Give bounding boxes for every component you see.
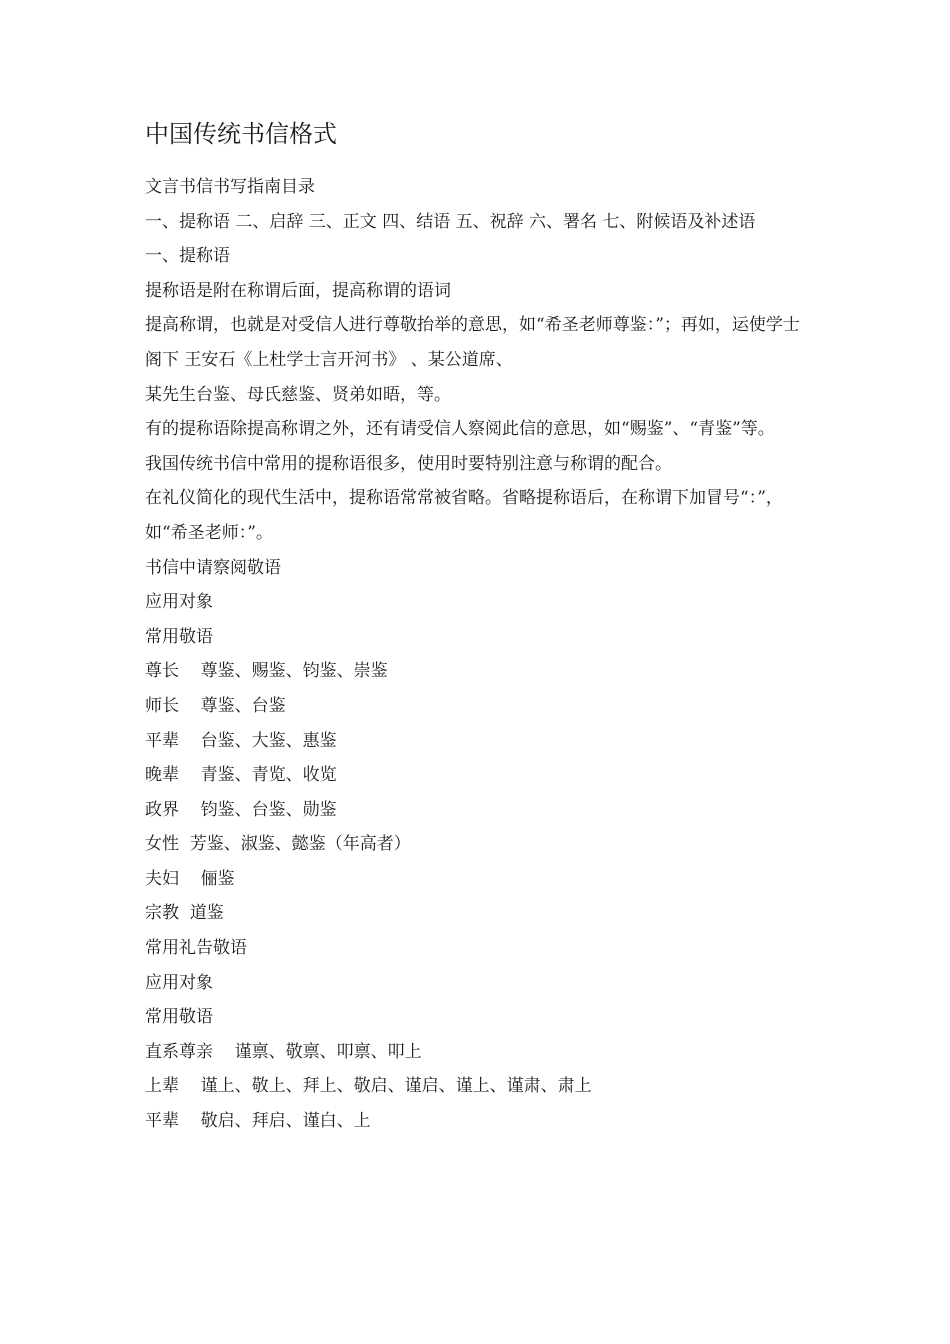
document-title: 中国传统书信格式 <box>145 120 337 148</box>
table-cell-target: 上辈 <box>145 1076 179 1097</box>
table-row <box>145 724 810 759</box>
paragraph: 我国传统书信中常用的提称语很多，使用时要特别注意与称谓的配合。 <box>145 453 672 474</box>
table-row <box>145 827 810 862</box>
paragraph: 提高称谓，也就是对受信人进行尊敬抬举的意思，如“希圣老师尊鉴：”；再如，运使学士阁下 王安石《上杜学士言开河书》 、某公道席、 <box>145 315 800 370</box>
table-cell-target: 夫妇 <box>145 868 179 889</box>
table-cell-honorific: 俪鉴 <box>200 868 235 889</box>
table-heading: 书信中请察阅敬语 <box>145 557 281 578</box>
table-cell-target: 师长 <box>145 695 179 716</box>
table-heading: 常用礼告敬语 <box>145 938 247 959</box>
table-column-header: 应用对象 <box>145 592 213 613</box>
table-cell-honorific: 谨上、敬上、拜上、敬启、谨启、谨上、谨肃、肃上 <box>200 1076 592 1097</box>
paragraph: 有的提称语除提高称谓之外，还有请受信人察阅此信的意思，如“赐鉴”、“青鉴”等。 <box>145 419 775 440</box>
table-column-header: 常用敬语 <box>145 1007 213 1028</box>
table-column-header: 应用对象 <box>145 972 213 993</box>
table-cell-honorific: 尊鉴、赐鉴、钧鉴、崇鉴 <box>200 661 388 682</box>
table-cell-honorific: 青鉴、青览、收览 <box>200 765 337 786</box>
toc-items: 一、提称语 二、启辞 三、正文 四、结语 五、祝辞 六、署名 七、附候语及补述语 <box>145 211 756 232</box>
table-row <box>145 862 810 897</box>
table-cell-target: 直系尊亲 <box>145 1041 213 1062</box>
table-row <box>145 1035 810 1070</box>
table-row <box>145 654 810 689</box>
table-cell-honorific: 台鉴、大鉴、惠鉴 <box>200 730 337 751</box>
table-row <box>145 689 810 724</box>
table-cell-honorific: 尊鉴、台鉴 <box>200 695 286 716</box>
table-cell-target: 政界 <box>145 799 179 820</box>
table-cell-target: 女性 <box>145 834 179 855</box>
honorific-table-1 <box>145 654 810 931</box>
table-cell-honorific: 道鉴 <box>189 903 224 924</box>
table-row <box>145 896 810 931</box>
table-row <box>145 1069 810 1104</box>
table-cell-honorific: 芳鉴、淑鉴、懿鉴（年高者） <box>189 834 411 855</box>
table-row <box>145 758 810 793</box>
document-body <box>145 170 810 1139</box>
table-cell-target: 尊长 <box>145 661 179 682</box>
table-column-header: 常用敬语 <box>145 626 213 647</box>
paragraph: 提称语是附在称谓后面，提高称谓的语词 <box>145 280 451 301</box>
table-row <box>145 793 810 828</box>
paragraph: 在礼仪简化的现代生活中，提称语常常被省略。省略提称语后，在称谓下加冒号“：”，如“希圣老师：”。 <box>145 488 783 543</box>
honorific-table-2 <box>145 1035 810 1139</box>
table-row <box>145 1104 810 1139</box>
toc-heading: 文言书信书写指南目录 <box>145 177 315 197</box>
table-cell-honorific: 敬启、拜启、谨白、上 <box>200 1111 371 1132</box>
paragraph: 某先生台鉴、母氏慈鉴、贤弟如晤，等。 <box>145 384 451 405</box>
table-cell-target: 晚辈 <box>145 765 179 786</box>
table-cell-honorific: 谨禀、敬禀、叩禀、叩上 <box>234 1041 422 1062</box>
table-cell-target: 平辈 <box>145 730 179 751</box>
table-cell-target: 平辈 <box>145 1111 179 1132</box>
table-cell-honorific: 钧鉴、台鉴、勋鉴 <box>200 799 337 820</box>
section-heading: 一、提称语 <box>145 246 230 267</box>
table-cell-target: 宗教 <box>145 903 179 924</box>
